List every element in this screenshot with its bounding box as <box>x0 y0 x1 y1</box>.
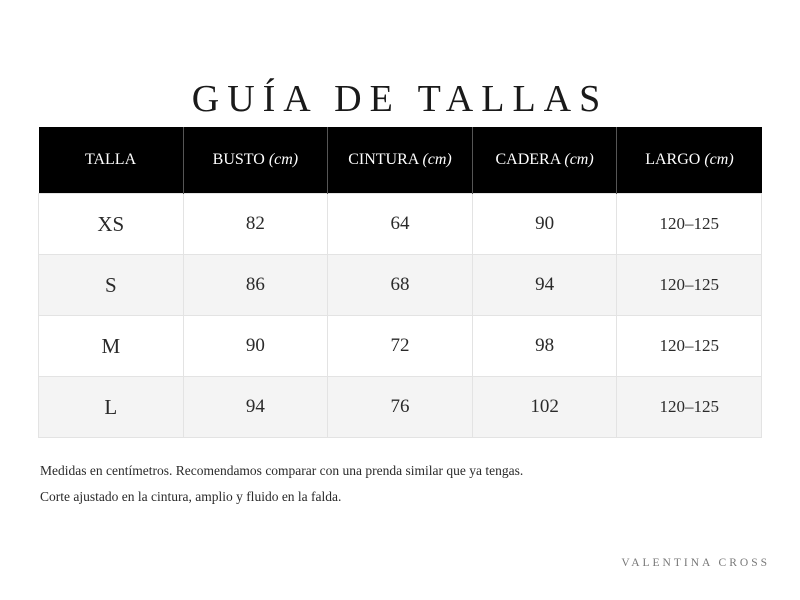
cell-talla: L <box>39 377 184 438</box>
cell-cintura: 76 <box>328 377 473 438</box>
header-talla <box>39 127 184 194</box>
header-busto-unit: (cm) <box>268 151 299 168</box>
brand-name: VALENTINA CROSS <box>621 557 770 569</box>
page-title: GUÍA DE TALLAS <box>191 78 609 121</box>
cell-cintura: 68 <box>328 255 473 316</box>
cell-talla: M <box>39 316 184 377</box>
header-talla-label: TALLA <box>84 151 137 168</box>
note-measurements: Medidas en centímetros. Recomendamos comparar con una prenda similar que ya tengas. <box>40 463 524 478</box>
cell-largo: 120–125 <box>617 194 762 255</box>
header-largo-unit: (cm) <box>704 151 734 168</box>
header-largo-label: LARGO <box>645 151 701 168</box>
cell-busto: 90 <box>183 316 328 377</box>
table-row <box>39 194 762 255</box>
cell-cadera: 94 <box>472 255 617 316</box>
header-cadera <box>472 127 617 194</box>
cell-cintura: 64 <box>328 194 473 255</box>
size-table <box>38 127 762 438</box>
header-cadera-label: CADERA <box>495 151 561 168</box>
cell-cintura: 72 <box>328 316 473 377</box>
cell-talla: XS <box>39 194 184 255</box>
header-busto-label: BUSTO <box>212 151 265 168</box>
cell-largo: 120–125 <box>617 377 762 438</box>
cell-cadera: 98 <box>472 316 617 377</box>
cell-busto: 82 <box>183 194 328 255</box>
header-busto <box>183 127 328 194</box>
cell-cadera: 102 <box>472 377 617 438</box>
table-row <box>39 255 762 316</box>
header-cintura <box>328 127 473 194</box>
cell-talla: S <box>39 255 184 316</box>
cell-busto: 94 <box>183 377 328 438</box>
header-cintura-unit: (cm) <box>422 151 452 168</box>
header-cintura-label: CINTURA <box>348 151 419 168</box>
table-header-row <box>39 127 762 194</box>
table-row <box>39 377 762 438</box>
cell-largo: 120–125 <box>617 316 762 377</box>
table-row <box>39 316 762 377</box>
header-cadera-unit: (cm) <box>564 151 594 168</box>
cell-busto: 86 <box>183 255 328 316</box>
cell-largo: 120–125 <box>617 255 762 316</box>
header-largo <box>617 127 762 194</box>
note-fit: Corte ajustado en la cintura, amplio y fluido en la falda. <box>40 489 342 504</box>
cell-cadera: 90 <box>472 194 617 255</box>
